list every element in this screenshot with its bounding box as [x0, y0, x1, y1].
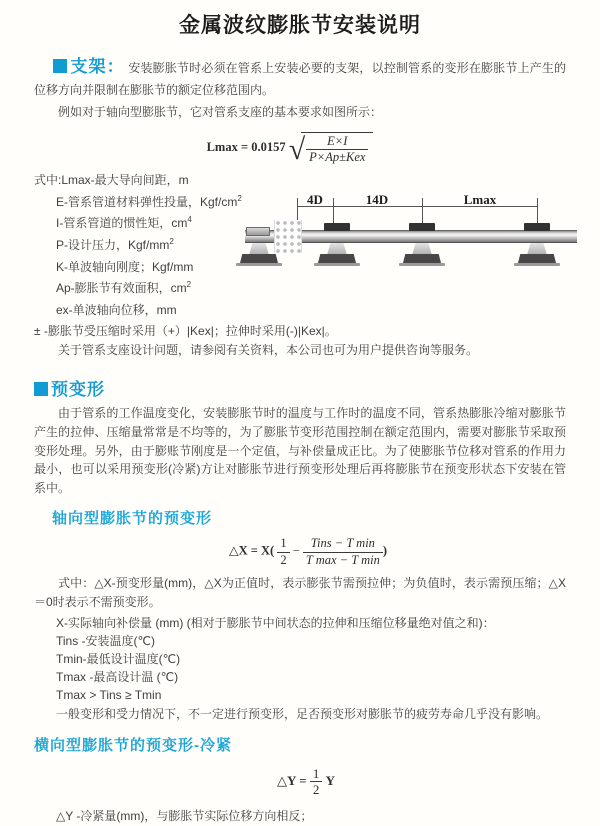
lmax-formula-lhs: Lmax = 0.0157	[206, 140, 286, 155]
axial-parameter-lines	[34, 614, 566, 723]
pipe-support-diagram	[240, 193, 585, 293]
definition-row: Ap-膨胀节有效面积，$cm^2$	[56, 280, 192, 296]
support-example-line: 例如对于轴向型膨胀节，它对管系支座的基本要求如图所示：	[58, 105, 383, 120]
axial-formula: △X = X( $\frac{1}{2}$ − $\frac{\text{Tins − T min}}{\text{T max − T min}}$ )	[228, 536, 388, 567]
dimension-label-4d: 4D	[304, 193, 326, 206]
lmax-formula-denominator: P×Ap±Kex	[309, 150, 366, 165]
parameter-line: 一般变形和受力情况下，不一定进行预变形，足否预变形对膨胀节的疲劳寿命几乎没有影响。	[56, 706, 549, 721]
axial-formula-denominator: T max − T min	[305, 552, 380, 567]
axial-formula-lhs: △X = X(	[228, 543, 275, 558]
support-note-line: 关于管系支座设计问题，请参阅有关资料，本公司也可为用户提供咨询等服务。	[58, 343, 479, 358]
predeform-paragraph: 由于管系的工作温度变化，安装膨胀节时的温度与工作时的温度不同，管系热膨胀冷缩对膨胀节产生的拉伸、压缩量常常是不均等的，为了膨胀节变形范围控制在额定范围内，需要对膨胀节采取预变形处理。另外，由于膨账节刚度是一个定值，与补偿量成正比。为了使膨胀节位移对管系的作用力最小，也可以采用预变形(冷紧)方让对膨胀节进行预变形处理后再将膨胀节在预变形状态下安装在管系中。	[34, 405, 566, 496]
axial-subheading: 轴向型膨胀节的预变形	[52, 510, 213, 528]
bellows-icon	[274, 220, 302, 253]
lateral-formula-rhs: Y	[325, 772, 335, 788]
support-intro-paragraph	[34, 54, 566, 100]
lateral-formula-lhs: △Y =	[277, 772, 307, 788]
parameter-line: Tmax -最高设计温 (℃)	[56, 670, 179, 685]
definition-row: K-单波轴向刚度；Kgf/mm	[56, 259, 194, 274]
anchor-coupling	[246, 227, 270, 236]
support-section-heading: 支架：	[70, 57, 125, 77]
page-title: 金属波纹膨胀节安装说明	[179, 14, 421, 37]
lmax-formula	[24, 132, 556, 167]
right-paren: )	[382, 543, 388, 558]
definition-row: P-设计压力，Kgf/$mm^2$	[56, 237, 174, 253]
axial-formula-numerator: Tins − T min	[303, 537, 383, 552]
definition-row: E-管系管道材料弹性投量，Kgf/$cm^2$	[56, 193, 242, 209]
lateral-explain-line: △Y -冷紧量(mm)，与膨胀节实际位移方向相反；	[56, 809, 313, 824]
section-square-icon	[53, 59, 67, 73]
dimension-label-lmax: Lmax	[461, 193, 500, 206]
parameter-line: Tins -安装温度(℃)	[56, 633, 156, 648]
parameter-line: X-实际轴向补偿量 (mm) (相对于膨胀节中间状态的拉伸和压缩位移量绝对值之和)：	[56, 615, 495, 630]
axial-explain-paragraph: 式中：△X-预变形量(mm)，△X为正值时，表示膨张节需预拉伸；为负值时，表示需预压缩；△X＝0时表示不需预变形。	[34, 575, 566, 609]
lmax-formula-numerator: E×I	[306, 135, 368, 150]
support-intro-text: 安装膨胀节时必须在管系上安装必要的支架，以控制管系的变形在膨胀节上产生的位移方向并限制在膨胀节的额定位移范围内。	[34, 61, 566, 98]
lateral-formula: △Y = $\frac{1}{2}$ Y	[277, 765, 335, 798]
radical-sign: √	[288, 133, 306, 167]
definition-row: 式中:Lmax-最大导向间距，m	[34, 173, 189, 188]
dimension-label-14d: 14D	[363, 193, 391, 206]
lateral-subheading: 横向型膨胀节的预变形-冷紧	[34, 736, 232, 754]
predeform-section-heading: 预变形	[34, 375, 566, 400]
definition-row: ± -膨胀节受压缩时采用（+）|Kex|；拉伸时采用(-)|Kex|。	[34, 324, 337, 339]
definition-row: I-管系管道的惯性矩，$cm^4$	[56, 215, 192, 231]
parameter-line: Tmax > Tins ≥ Tmin	[56, 688, 162, 703]
minus-sign: −	[292, 543, 300, 558]
section-square-icon	[34, 382, 48, 396]
parameter-line: Tmin-最低设计温度(℃)	[56, 651, 181, 666]
definition-row: ex-单波轴向位移，mm	[56, 302, 177, 317]
